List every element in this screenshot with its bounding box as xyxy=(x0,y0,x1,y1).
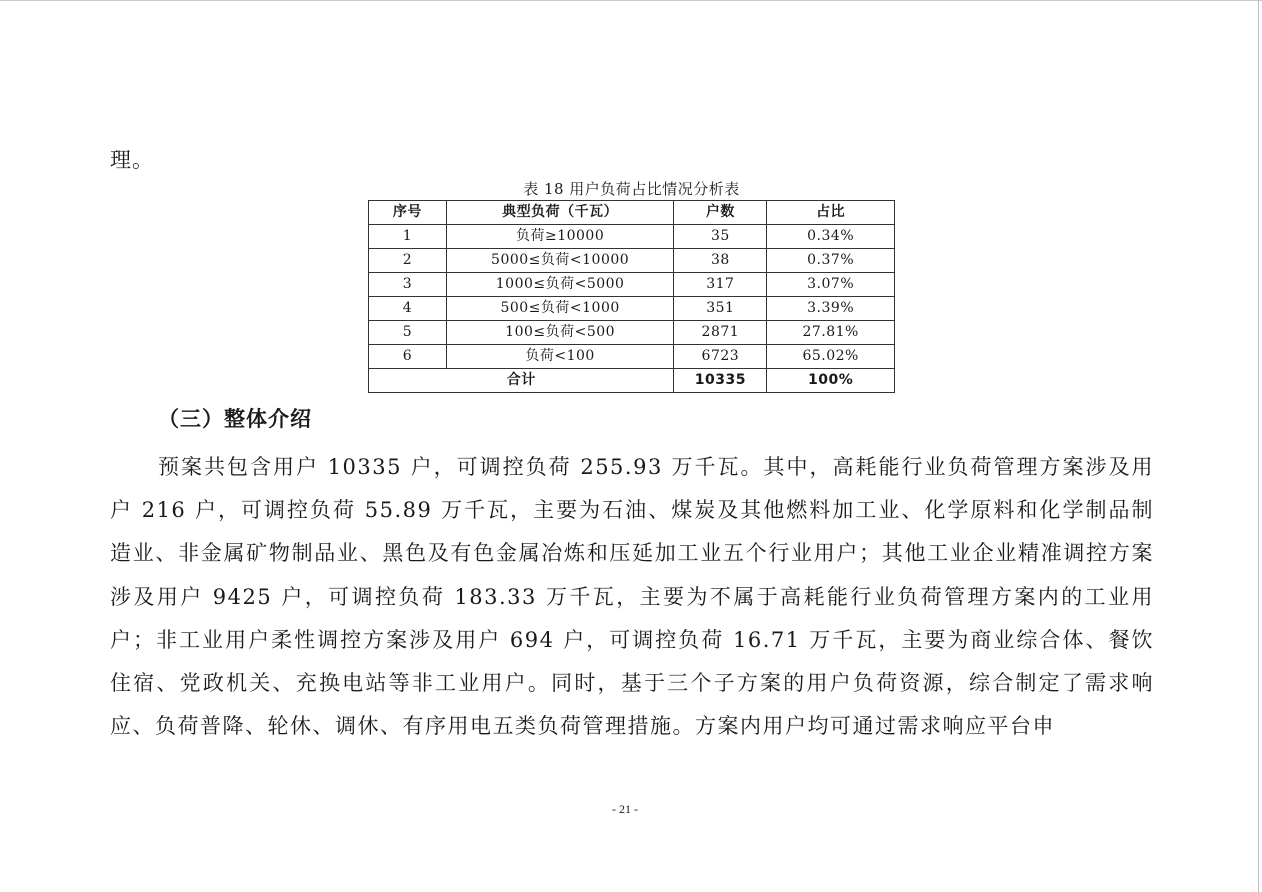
cell-household-count: 351 xyxy=(674,297,767,321)
table-row xyxy=(369,225,895,249)
cell-household-count: 2871 xyxy=(674,321,767,345)
cell-typical-load: 负荷<100 xyxy=(446,345,674,369)
cell-typical-load: 5000≤负荷<10000 xyxy=(446,249,674,273)
cell-index: 1 xyxy=(369,225,447,249)
cell-share: 3.39% xyxy=(767,297,895,321)
table-caption: 表 18 用户负荷占比情况分析表 xyxy=(523,180,740,198)
cell-typical-load: 负荷≥10000 xyxy=(446,225,674,249)
table-row xyxy=(369,273,895,297)
cell-share: 0.34% xyxy=(767,225,895,249)
page-number: - 21 - xyxy=(612,802,638,816)
table-total-row xyxy=(369,369,895,393)
cell-typical-load: 100≤负荷<500 xyxy=(446,321,674,345)
cell-share: 65.02% xyxy=(767,345,895,369)
header-index: 序号 xyxy=(369,201,447,225)
cell-household-count: 35 xyxy=(674,225,767,249)
table-row xyxy=(369,297,895,321)
cell-share: 0.37% xyxy=(767,249,895,273)
header-typical-load: 典型负荷（千瓦） xyxy=(446,201,674,225)
cell-index: 3 xyxy=(369,273,447,297)
header-share: 占比 xyxy=(767,201,895,225)
page-top-edge xyxy=(0,0,1262,1)
total-household-count: 10335 xyxy=(674,369,767,393)
cell-household-count: 38 xyxy=(674,249,767,273)
body-paragraph: 预案共包含用户 10335 户，可调控负荷 255.93 万千瓦。其中，高耗能行业负荷管理方案涉及用户 216 户，可调控负荷 55.89 万千瓦，主要为石油、煤炭及其他燃料加工业、化学原料和化学制品制造业、非金属矿物制品业、黑色及有色金属冶炼和压延加工业五个行业用户；其他工业企业精准调控方案涉及用户 9425 户，可调控负荷 183.33 万千瓦，主要为不属于高耗能行业负荷管理方案内的工业用户；非工业用户柔性调控方案涉及用户 694 户，可调控负荷 16.71 万千瓦，主要为商业综合体、餐饮住宿、党政机关、充换电站等非工业用户。同时，基于三个子方案的用户负荷资源，综合制定了需求响应、负荷普降、轮休、调休、有序用电五类负荷管理措施。方案内用户均可通过需求响应平台申 xyxy=(110,455,1154,739)
section-heading: （三）整体介绍 xyxy=(158,407,312,431)
total-label: 合计 xyxy=(369,369,674,393)
cell-index: 4 xyxy=(369,297,447,321)
total-share: 100% xyxy=(767,369,895,393)
table-row xyxy=(369,321,895,345)
header-household-count: 户数 xyxy=(674,201,767,225)
cell-index: 2 xyxy=(369,249,447,273)
cell-typical-load: 500≤负荷<1000 xyxy=(446,297,674,321)
cell-share: 27.81% xyxy=(767,321,895,345)
cell-household-count: 317 xyxy=(674,273,767,297)
table-row xyxy=(369,345,895,369)
cell-index: 5 xyxy=(369,321,447,345)
cell-typical-load: 1000≤负荷<5000 xyxy=(446,273,674,297)
cell-household-count: 6723 xyxy=(674,345,767,369)
cell-index: 6 xyxy=(369,345,447,369)
load-share-table xyxy=(368,200,895,393)
table-header-row xyxy=(369,201,895,225)
table-row xyxy=(369,249,895,273)
cell-share: 3.07% xyxy=(767,273,895,297)
page-right-edge xyxy=(1258,0,1259,892)
previous-paragraph-ending: 理。 xyxy=(110,148,154,172)
